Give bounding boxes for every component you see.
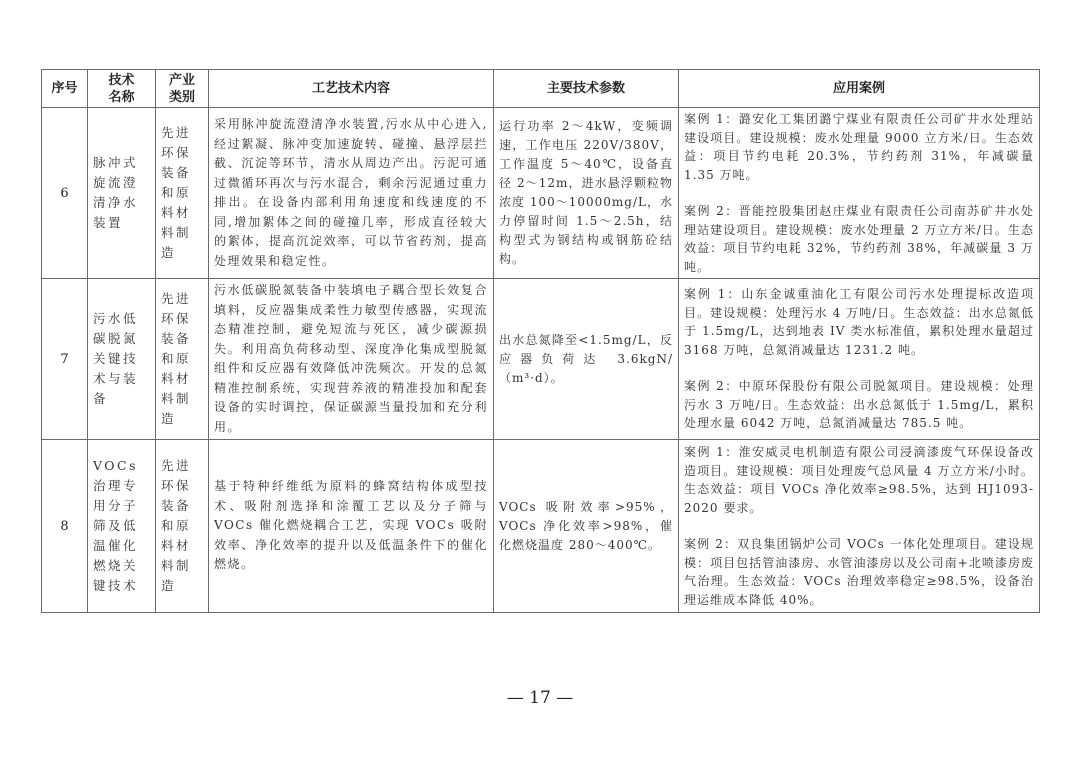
case-1: 案例 1：淮安威灵电机制造有限公司浸滴漆废气环保设备改造项目。建设规模：项目处理废气总风量 4 万立方米/小时。生态效益：项目 VOCs 净化效率≥98.5%，达到 HJ1093-2020 要求。 [684, 445, 1034, 515]
row-category: 先进环保装备和原料材料制造 [156, 440, 209, 613]
case-2: 案例 2：中原环保股份有限公司脱氮项目。建设规模：处理污水 3 万吨/日。生态效益：出水总氮低于 1.5mg/L，累积处理水量 6042 万吨，总氮消减量达 785.5 吨。 [684, 379, 1034, 431]
case-2: 案例 2：双良集团锅炉公司 VOCs 一体化处理项目。建设规模：项目包括管油漆房、水管油漆房以及公司南+北喷漆房废气治理。生态效益：VOCs 治理效率稳定≥98.5%，设备治理运维成本降低 40%。 [684, 537, 1034, 607]
case-2: 案例 2：晋能控股集团赵庄煤业有限责任公司南苏矿井水处理站建设项目。建设规模：废水处理量 2 万立方米/日。生态效益：项目节约电耗 32%，节约药剂 38%，年减碳量 3 万吨。 [684, 204, 1034, 274]
header-name [88, 70, 156, 108]
row-process: 采用脉冲旋流澄清净水装置,污水从中心进入,经过絮凝、脉冲变加速旋转、碰撞、悬浮层拦截、沉淀等环节，清水从周边产出。污泥可通过微循环再次与污水混合，剩余污泥通过重力排出。在设备内部利用角速度和线速度的不同,增加絮体之间的碰撞几率，形成直径较大的絮体，提高沉淀效率，可以节省药剂，提高处理效果和稳定性。 [209, 108, 494, 279]
table-row [42, 108, 1040, 279]
row-cases [679, 279, 1040, 440]
header-params: 主要技术参数 [494, 70, 679, 108]
row-seq: 6 [42, 108, 88, 279]
header-category [156, 70, 209, 108]
header-name-text: 技术名称 [108, 72, 135, 105]
row-process: 基于特种纤维纸为原料的蜂窝结构体成型技术、吸附剂选择和涂覆工艺以及分子筛与 VOCs 催化燃烧耦合工艺，实现 VOCs 吸附效率、净化效率的提升以及低温条件下的催化燃烧。 [209, 440, 494, 613]
table-row [42, 279, 1040, 440]
case-1: 案例 1：山东金诚重油化工有限公司污水处理提标改造项目。建设规模：处理污水 4 万吨/日。生态效益：出水总氮低于 1.5mg/L，达到地表 IV 类水标准值，累积处理水量超过 3168 万吨，总氮消减量达 1231.2 吨。 [684, 287, 1034, 357]
row-cases [679, 108, 1040, 279]
row-params: 运行功率 2～4kW，变频调速，工作电压 220V/380V，工作温度 5～40℃，设备直径 2～12m，进水悬浮颗粒物浓度 100～10000mg/L，水力停留时间 1.5～2.5h，结构型式为钢结构或钢筋砼结构。 [494, 108, 679, 279]
row-tech-name: VOCs 治理专用分子筛及低温催化燃烧关键技术 [88, 440, 156, 613]
row-tech-name: 污水低碳脱氮关键技术与装备 [88, 279, 156, 440]
table-row [42, 440, 1040, 613]
row-seq: 8 [42, 440, 88, 613]
row-params: 出水总氮降至<1.5mg/L，反应器负荷达 3.6kgN/（m³·d）。 [494, 279, 679, 440]
row-params: VOCs 吸附效率>95%，VOCs 净化效率>98%，催化燃烧温度 280～400℃。 [494, 440, 679, 613]
row-process: 污水低碳脱氮装备中装填电子耦合型长效复合填料，反应器集成柔性力敏型传感器，实现流态精准控制，避免短流与死区，减少碳源损失。利用高负荷移动型、深度净化集成型脱氮组件和反应器有效降低冲洗频次。开发的总氮精准控制系统，实现营养液的精准投加和配套设备的实时调控，保证碳源当量投加和充分利用。 [209, 279, 494, 440]
row-category: 先进环保装备和原料材料制造 [156, 279, 209, 440]
header-seq: 序号 [42, 70, 88, 108]
table-header-row [42, 70, 1040, 108]
row-cases [679, 440, 1040, 613]
technology-table [41, 69, 1040, 613]
row-seq: 7 [42, 279, 88, 440]
header-process: 工艺技术内容 [209, 70, 494, 108]
case-1: 案例 1：潞安化工集团潞宁煤业有限责任公司矿井水处理站建设项目。建设规模：废水处理量 9000 立方米/日。生态效益：项目节约电耗 20.3%，节约药剂 31%，年减碳量 1.35 万吨。 [684, 112, 1034, 182]
page-number: — 17 — [506, 688, 574, 708]
row-tech-name: 脉冲式旋流澄清净水装置 [88, 108, 156, 279]
header-category-text: 产业类别 [168, 72, 195, 105]
row-category: 先进环保装备和原料材料制造 [156, 108, 209, 279]
header-cases: 应用案例 [679, 70, 1040, 108]
